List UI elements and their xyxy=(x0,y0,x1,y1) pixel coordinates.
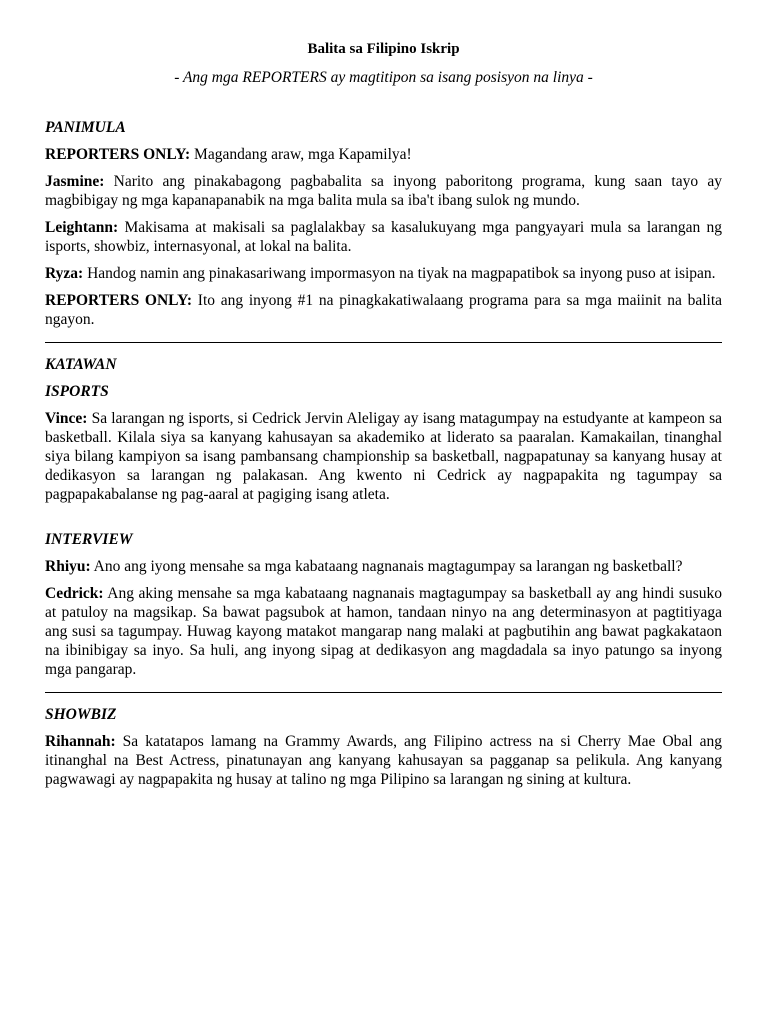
line-text: Sa larangan ng isports, si Cedrick Jervin Aleligay ay isang matagumpay na estudyante at kampeon sa basketball. Kilala siya sa kanyang kahusayan sa akademiko at liderato sa paaralan. Kamakailan, tinanghal siya bilang kampiyon sa isang pambansang championship sa basketball, nagpapatunay sa kanyang husay at dedikasyon sa larangan ng palakasan. Ang kwento ni Cedrick ay nagpapakita ng tagumpay sa pagpapakabalanse ng pag-aaral at pagiging isang atleta. xyxy=(45,410,722,503)
speaker-label: Rhiyu: xyxy=(45,558,91,575)
line-text: Handog namin ang pinakasariwang impormasyon na tiyak na magpapatibok sa inyong puso at isipan. xyxy=(83,265,716,282)
speaker-label: Jasmine: xyxy=(45,173,105,190)
script-line xyxy=(45,291,722,329)
speaker-label: Ryza: xyxy=(45,265,84,282)
script-line xyxy=(45,264,722,283)
speaker-label: REPORTERS ONLY: xyxy=(45,146,191,163)
script-line xyxy=(45,584,722,679)
script-line xyxy=(45,218,722,256)
line-text: Ang aking mensahe sa mga kabataang nagnanais magtagumpay sa basketball ay ang hindi susuko at patuloy na magsikap. Sa bawat pagsubok at hamon, tandaan ninyo na ang determinasyon at pagtitiyaga ang susi sa tagumpay. Huwag kayong matakot mangarap nang malaki at pagbutihin ang bawat pagkakataon na ibinibigay sa inyo. Sa huli, ang inyong sipag at dedikasyon ang magdadala sa inyo patungo sa inyong mga pangarap. xyxy=(45,585,722,678)
speaker-label: REPORTERS ONLY: xyxy=(45,292,193,309)
speaker-label: Cedrick: xyxy=(45,585,104,602)
document-title: Balita sa Filipino Iskrip xyxy=(307,41,460,57)
line-text: Ano ang iyong mensahe sa mga kabataang nagnanais magtagumpay sa larangan ng basketball? xyxy=(90,558,683,575)
line-text: Ito ang inyong #1 na pinagkakatiwalaang programa para sa mga maiinit na balita ngayon. xyxy=(45,292,723,328)
line-text: Magandang araw, mga Kapamilya! xyxy=(190,146,412,163)
section-heading-panimula: PANIMULA xyxy=(45,119,126,136)
section-divider xyxy=(45,342,722,343)
section-divider xyxy=(45,692,722,693)
line-text: Narito ang pinakabagong pagbabalita sa inyong paboritong programa, kung saan tayo ay magbibigay ng mga kapanapanabik na mga balita mula sa iba't ibang sulok ng mundo. xyxy=(45,173,722,209)
speaker-label: Vince: xyxy=(45,410,88,427)
script-line xyxy=(45,557,722,576)
document-subtitle: - Ang mga REPORTERS ay magtitipon sa isang posisyon na linya - xyxy=(174,69,593,86)
section-heading-showbiz: SHOWBIZ xyxy=(45,706,117,723)
section-heading-interview: INTERVIEW xyxy=(45,531,133,548)
section-heading-isports: ISPORTS xyxy=(45,383,109,400)
speaker-label: Leightann: xyxy=(45,219,119,236)
line-text: Makisama at makisali sa paglalakbay sa kasalukuyang mga pangyayari mula sa larangan ng isports, showbiz, internasyonal, at lokal na balita. xyxy=(45,219,722,255)
script-line xyxy=(45,145,722,164)
speaker-label: Rihannah: xyxy=(45,733,116,750)
line-text: Sa katatapos lamang na Grammy Awards, ang Filipino actress na si Cherry Mae Obal ang itinanghal na Best Actress, pinatunayan ang kanyang kahusayan sa pagganap sa pelikula. Ang kanyang pagwawagi ay nagpapakita ng husay at talino ng mga Pilipino sa larangan ng sining at kultura. xyxy=(45,733,722,788)
script-line xyxy=(45,732,722,789)
script-line xyxy=(45,172,722,210)
section-heading-katawan: KATAWAN xyxy=(45,356,117,373)
spacer xyxy=(45,512,722,530)
script-line xyxy=(45,409,722,504)
